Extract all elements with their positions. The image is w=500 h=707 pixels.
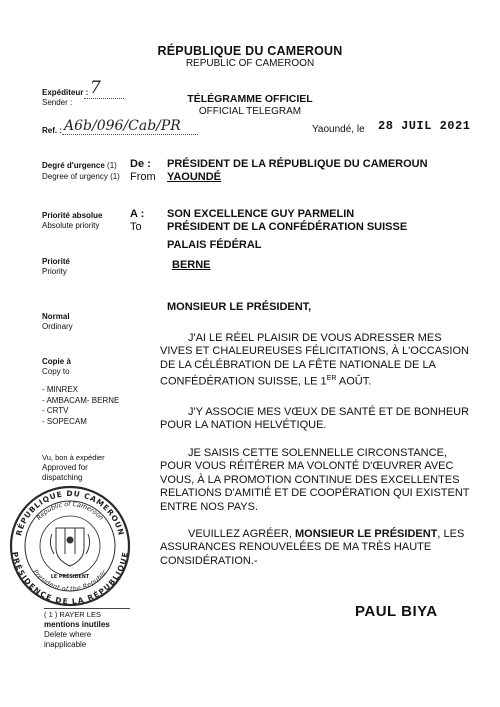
dispatch-label-en-2: dispatching bbox=[42, 473, 83, 482]
signature-name: PAUL BIYA bbox=[355, 603, 438, 620]
from-line-2: YAOUNDÉ bbox=[167, 171, 221, 183]
to-line-1: SON EXCELLENCE GUY PARMELIN bbox=[167, 208, 355, 220]
paragraph-1 bbox=[160, 332, 472, 389]
seal-center-label: LE PRÉSIDENT bbox=[50, 575, 90, 580]
normal-label-fr: Normal bbox=[42, 312, 70, 321]
to-line-3: PALAIS FÉDÉRAL bbox=[167, 239, 262, 251]
dispatch-label-en-1: Approved for bbox=[42, 463, 88, 472]
paragraph-2-line: POUR LA NATION HELVÉTIQUE. bbox=[160, 419, 327, 432]
copy-list bbox=[42, 385, 119, 427]
copy-item: - MINREX bbox=[42, 385, 78, 394]
reference-label: Ref. : bbox=[42, 126, 62, 135]
paragraph-3 bbox=[160, 447, 472, 514]
paragraph-4-line: ASSURANCES RENOUVELÉES DE MA TRÈS HAUTE bbox=[160, 541, 432, 554]
to-line-2: PRÉSIDENT DE LA CONFÉDÉRATION SUISSE bbox=[167, 221, 408, 233]
priority-label-en: Priority bbox=[42, 267, 67, 276]
from-line-1: PRÉSIDENT DE LA RÉPUBLIQUE DU CAMEROUN bbox=[167, 158, 428, 170]
to-line-4: BERNE bbox=[172, 259, 211, 271]
paragraph-3-line: VOUS, À LA PROMOTION CONTINUE DES EXCELLENTES bbox=[160, 473, 460, 486]
paragraph-1-line: J'AI LE RÉEL PLAISIR DE VOUS ADRESSER MES bbox=[188, 332, 442, 344]
country-title-fr: RÉPUBLIQUE DU CAMEROUN bbox=[157, 44, 343, 58]
copy-label-en: Copy to bbox=[42, 367, 70, 376]
normal-label-en: Ordinary bbox=[42, 322, 73, 331]
dispatch-label-fr: Vu, bon à expédier bbox=[42, 453, 105, 462]
svg-text:RÉPUBLIQUE DU CAMEROUN bbox=[14, 489, 126, 537]
sender-label-fr: Expéditeur : bbox=[42, 88, 89, 97]
urgency-label-fr: Degré d'urgence (1) bbox=[42, 161, 117, 170]
copy-item: - AMBACAM- BERNE bbox=[42, 395, 120, 405]
salutation: MONSIEUR LE PRÉSIDENT, bbox=[167, 301, 312, 313]
paragraph-2-line: J'Y ASSOCIE MES VŒUX DE SANTÉ ET DE BONHEUR bbox=[188, 406, 470, 418]
copy-label-fr: Copie à bbox=[42, 357, 71, 366]
paragraph-3-line: ENTRE NOS PAYS. bbox=[160, 500, 259, 513]
paragraph-4-line: CONSIDÉRATION.- bbox=[160, 554, 258, 567]
seal-outer-bottom-text: PRÉSIDENCE DE LA RÉPUBLIQUE bbox=[10, 551, 130, 606]
sender-label-en: Sender : bbox=[42, 98, 73, 107]
paragraph-4 bbox=[160, 528, 472, 568]
seal-outer-top-text: RÉPUBLIQUE DU CAMEROUN bbox=[14, 488, 126, 537]
copy-item: - SOPECAM bbox=[42, 416, 87, 426]
to-label-en: To bbox=[130, 221, 142, 233]
paragraph-3-line: RELATIONS D'AMITIÉ ET DE COOPÉRATION QUI EXISTENT bbox=[160, 487, 470, 500]
paragraph-3-line: JE SAISIS CETTE SOLENNELLE CIRCONSTANCE, bbox=[188, 447, 447, 459]
place-date-prefix: Yaoundé, le bbox=[312, 124, 365, 135]
absolute-priority-label-en: Absolute priority bbox=[42, 221, 100, 230]
footnote-line-1: ( 1 ) RAYER LES bbox=[44, 610, 101, 619]
coat-of-arms-icon bbox=[50, 528, 89, 566]
telegram-title-en: OFFICIAL TELEGRAM bbox=[198, 106, 302, 117]
sender-handwritten: 7 bbox=[90, 78, 101, 98]
reference-handwritten: A6b/096/Cab/PR bbox=[64, 118, 181, 134]
seal-inner-bottom-text: President of the Republic bbox=[31, 568, 109, 594]
country-title-en: REPUBLIC OF CAMEROON bbox=[185, 58, 315, 69]
footnote-line-3: Delete where bbox=[44, 630, 92, 639]
paragraph-2 bbox=[160, 406, 472, 433]
absolute-priority-label-fr: Priorité absolue bbox=[42, 211, 103, 220]
telegram-title-fr: TÉLÉGRAMME OFFICIEL bbox=[187, 93, 313, 105]
reference-dotted-line bbox=[62, 134, 198, 135]
footnote-line-2: mentions inutiles bbox=[44, 620, 110, 629]
date-stamp: 28 JUIL 2021 bbox=[378, 119, 471, 133]
footnote-line-4: inapplicable bbox=[44, 640, 87, 649]
sender-dotted-line bbox=[84, 98, 124, 99]
to-label-fr: A : bbox=[130, 208, 145, 220]
priority-label-fr: Priorité bbox=[42, 257, 71, 266]
from-label-fr: De : bbox=[130, 158, 151, 170]
presidential-seal bbox=[8, 484, 132, 608]
seal-inner-top-text: Republic of Cameroon bbox=[35, 500, 105, 522]
footnote-rule bbox=[44, 608, 130, 609]
paragraph-3-line: POUR VOUS RÉITÉRER MA VOLONTÉ D'ŒUVRER AVEC bbox=[160, 460, 454, 473]
paragraph-1-line: VIVES ET CHALEUREUSES FÉLICITATIONS, À L'OCCASION bbox=[160, 345, 469, 358]
copy-item: - CRTV bbox=[42, 406, 69, 415]
paragraph-1-line: DE LA CÉLÉBRATION DE LA FÊTE NATIONALE DE LA bbox=[160, 358, 436, 371]
urgency-label-en: Degree of urgency (1) bbox=[42, 172, 120, 181]
paragraph-1-line: CONFÉDÉRATION SUISSE, LE 1ER AOÛT. bbox=[160, 375, 372, 388]
from-label-en: From bbox=[130, 171, 156, 183]
paragraph-4-line: VEUILLEZ AGRÉER, MONSIEUR LE PRÉSIDENT, LES bbox=[188, 528, 465, 540]
